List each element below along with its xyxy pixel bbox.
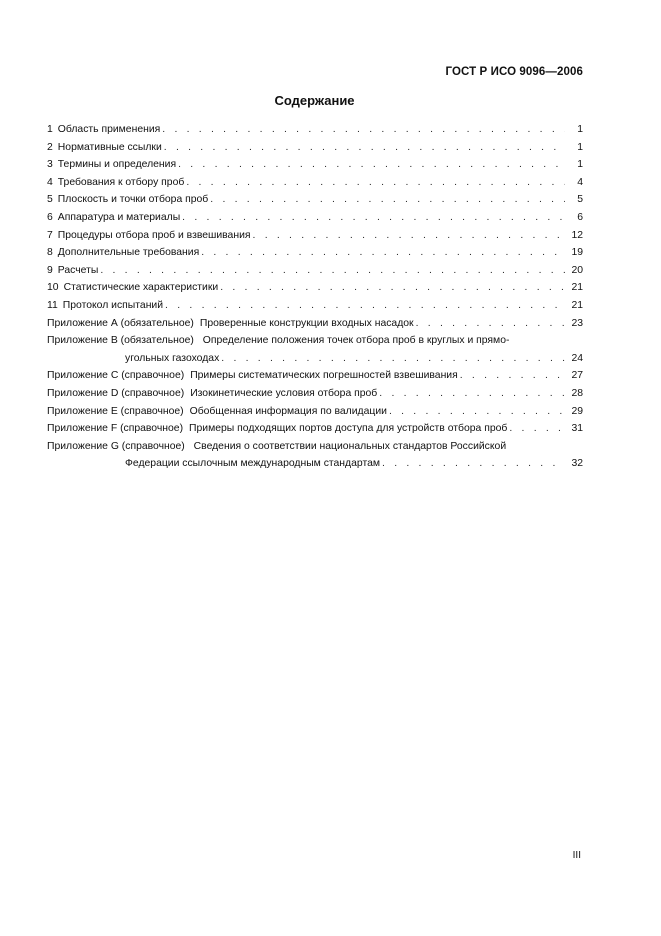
toc-entry[interactable]	[47, 262, 583, 280]
dot-leader	[201, 244, 565, 262]
annex-page: 27	[571, 370, 583, 382]
toc-entry-number: 6	[47, 211, 53, 223]
toc-entry-number: 5	[47, 194, 53, 206]
toc-entry-number: 9	[47, 264, 53, 276]
toc-entry-page: 12	[571, 229, 583, 241]
annex-title: Примеры систематических погрешностей взвешивания	[190, 370, 458, 382]
annex-page: 29	[571, 405, 583, 417]
toc-entry-page: 19	[571, 247, 583, 259]
toc-entry-title: Область применения	[57, 124, 161, 135]
toc-entry[interactable]	[47, 209, 583, 227]
toc-entry-page: 4	[577, 176, 583, 188]
annex-page: 23	[571, 317, 583, 329]
toc-entry-page: 6	[577, 211, 583, 223]
dot-leader	[460, 367, 565, 385]
annex-label: Приложение В (обязательное)	[47, 335, 194, 347]
toc-entry-page: 20	[571, 264, 583, 276]
page-number: III	[572, 850, 581, 861]
dot-leader	[162, 121, 565, 139]
toc-entry-title: Термины и определения	[57, 159, 177, 171]
toc-entry-number: 2	[47, 141, 53, 153]
toc-entry-title: Процедуры отбора проб и взвешивания	[57, 229, 251, 241]
toc-entry-page: 5	[577, 194, 583, 206]
dot-leader	[389, 403, 565, 421]
toc-entry-page: 21	[571, 299, 583, 311]
annex-label: Приложение D (справочное)	[47, 387, 185, 399]
dot-leader	[382, 455, 565, 473]
dot-leader	[210, 191, 565, 209]
dot-leader	[253, 227, 565, 245]
dot-leader	[165, 297, 565, 315]
toc-entry[interactable]	[47, 174, 583, 192]
annex-title-line1: Сведения о соответствии национальных стандартов Российской	[193, 440, 507, 452]
toc-entry-number: 11	[47, 299, 58, 311]
toc-entry-page: 1	[577, 141, 583, 153]
toc-annex-entry[interactable]	[47, 367, 583, 385]
toc-entry-title: Расчеты	[57, 264, 99, 276]
toc-entry[interactable]	[47, 279, 583, 297]
dot-leader	[182, 209, 565, 227]
toc-entry[interactable]	[47, 227, 583, 245]
annex-continuation-line	[47, 455, 583, 473]
toc-entry-page: 1	[577, 159, 583, 171]
document-code: ГОСТ Р ИСО 9096—2006	[445, 66, 583, 78]
dot-leader	[221, 350, 565, 368]
dot-leader	[178, 156, 565, 174]
annex-title-line2: Федерации ссылочным международным стандартам	[125, 458, 381, 470]
toc-entry[interactable]	[47, 121, 583, 139]
annex-page: 24	[571, 352, 583, 364]
annex-title: Изокинетические условия отбора проб	[190, 387, 378, 399]
annex-title: Примеры подходящих портов доступа для устройств отбора проб	[189, 423, 508, 435]
dot-leader	[186, 174, 565, 192]
toc-entry-title: Дополнительные требования	[57, 247, 200, 259]
annex-title: Обобщенная информация по валидации	[189, 405, 387, 417]
annex-label: Приложение А (обязательное)	[47, 317, 194, 329]
toc-entry-title: Требования к отбору проб	[57, 176, 185, 188]
toc-annex-entry[interactable]	[47, 420, 583, 438]
annex-label: Приложение С (справочное)	[47, 370, 185, 382]
toc-entry-page: 21	[571, 282, 583, 294]
toc-entry-title: Протокол испытаний	[62, 299, 164, 311]
dot-leader	[416, 315, 565, 333]
dot-leader	[164, 139, 565, 157]
toc-entry-title: Аппаратура и материалы	[57, 211, 181, 223]
toc-entry[interactable]	[47, 244, 583, 262]
annex-page: 28	[571, 387, 583, 399]
toc-annex-entry[interactable]	[47, 438, 583, 473]
annex-first-line	[47, 438, 583, 456]
toc-entry[interactable]	[47, 191, 583, 209]
annex-first-line	[47, 332, 583, 350]
toc-entry-number: 4	[47, 176, 53, 188]
annex-page: 32	[571, 458, 583, 470]
annex-title-line2: угольных газоходах	[125, 352, 220, 364]
toc-entry[interactable]	[47, 297, 583, 315]
annex-title: Проверенные конструкции входных насадок	[199, 317, 414, 329]
annex-label: Приложение Е (справочное)	[47, 405, 184, 417]
toc-entry-number: 8	[47, 247, 53, 259]
toc-entry-number: 10	[47, 282, 59, 294]
toc-entry[interactable]	[47, 139, 583, 157]
toc-entry-title: Нормативные ссылки	[57, 141, 162, 153]
toc-entry-title: Плоскость и точки отбора проб	[57, 194, 209, 206]
dot-leader	[220, 279, 565, 297]
dot-leader	[100, 262, 565, 280]
toc-annex-entry[interactable]	[47, 403, 583, 421]
annex-label: Приложение G (справочное)	[47, 440, 185, 452]
toc-entry-number: 3	[47, 159, 53, 171]
toc-entry-page: 1	[577, 124, 583, 135]
toc-annex-entry[interactable]	[47, 385, 583, 403]
table-of-contents	[47, 121, 583, 473]
page-title: Содержание	[274, 93, 355, 108]
annex-title-line1: Определение положения точек отбора проб в круглых и прямо-	[202, 335, 510, 347]
toc-entry-number: 7	[47, 229, 53, 241]
toc-entry-title: Статистические характеристики	[63, 282, 219, 294]
dot-leader	[509, 420, 565, 438]
annex-continuation-line	[47, 350, 583, 368]
dot-leader	[379, 385, 565, 403]
toc-entry[interactable]	[47, 156, 583, 174]
toc-annex-entry[interactable]	[47, 332, 583, 367]
toc-entry-number: 1	[47, 124, 53, 135]
annex-page: 31	[571, 423, 583, 435]
toc-annex-entry[interactable]	[47, 315, 583, 333]
annex-label: Приложение F (справочное)	[47, 423, 184, 435]
